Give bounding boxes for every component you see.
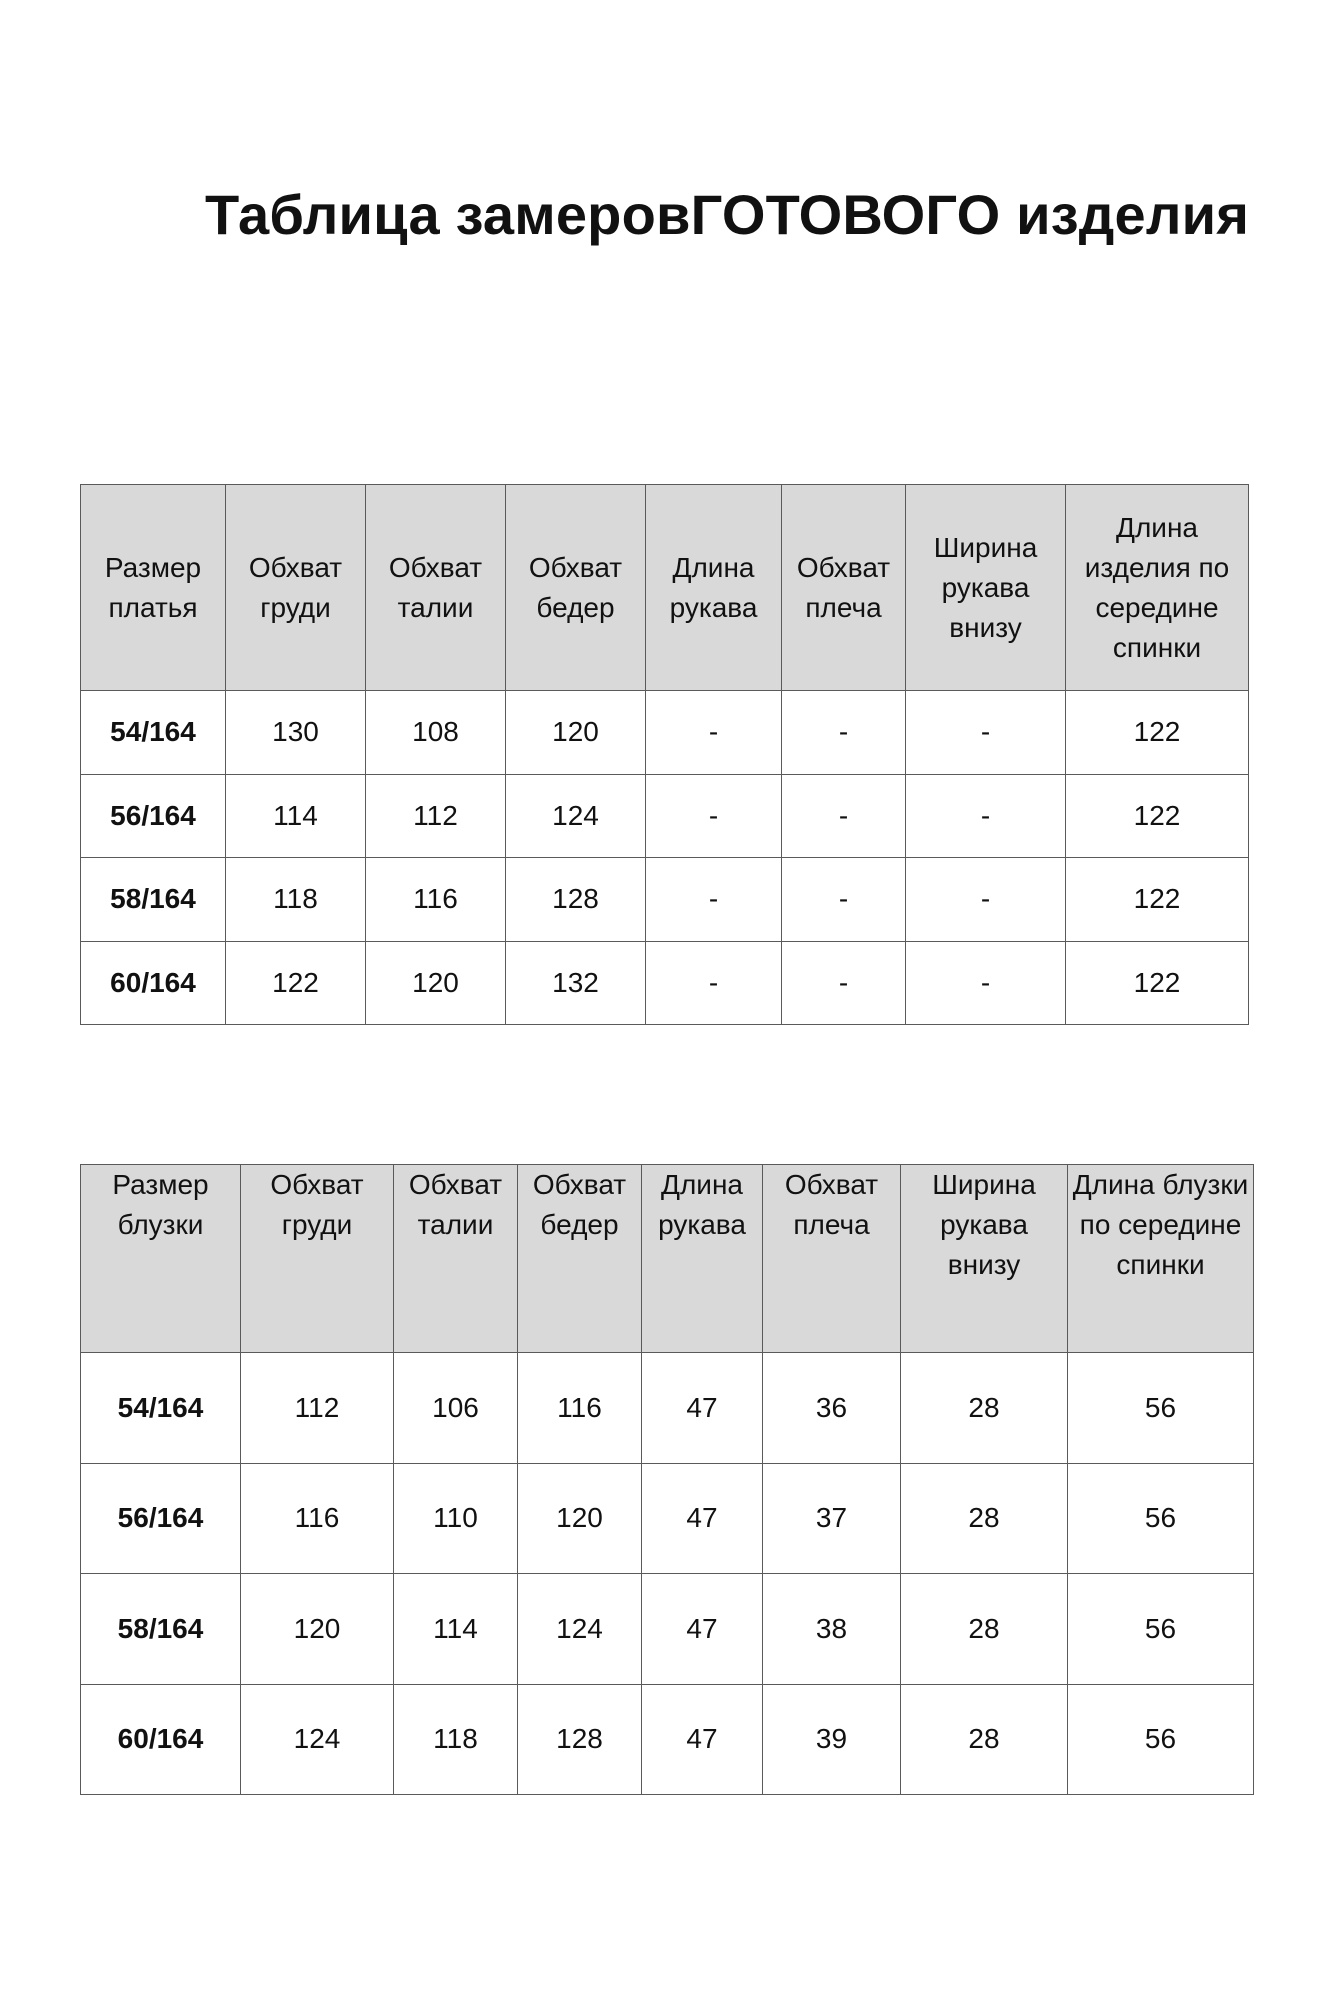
column-header: Обхват бедер (506, 485, 646, 691)
size-cell: 56/164 (81, 1463, 241, 1574)
table-cell: 28 (901, 1463, 1068, 1574)
size-cell: 56/164 (81, 774, 226, 858)
table-row (81, 941, 1249, 1025)
column-header: Ширина рукава внизу (906, 485, 1066, 691)
table-cell: 132 (506, 941, 646, 1025)
table-cell: 47 (642, 1353, 763, 1464)
column-header: Длина рукава (642, 1165, 763, 1353)
table-row (81, 774, 1249, 858)
table-cell: - (782, 691, 906, 775)
table-cell: 122 (1066, 858, 1249, 942)
table-cell: 116 (518, 1353, 642, 1464)
column-header: Ширина рукава внизу (901, 1165, 1068, 1353)
table-cell: - (906, 858, 1066, 942)
table-cell: 36 (763, 1353, 901, 1464)
table-row (81, 1353, 1254, 1464)
table-cell: 28 (901, 1684, 1068, 1795)
table-cell: - (646, 941, 782, 1025)
table-cell: - (782, 858, 906, 942)
table-cell: 120 (366, 941, 506, 1025)
table-row (81, 1463, 1254, 1574)
table-cell: 124 (506, 774, 646, 858)
table-cell: 130 (226, 691, 366, 775)
table-cell: - (646, 858, 782, 942)
table-row (81, 1684, 1254, 1795)
column-header: Длина рукава (646, 485, 782, 691)
table-cell: 122 (1066, 941, 1249, 1025)
column-header: Размер платья (81, 485, 226, 691)
table-cell: - (646, 774, 782, 858)
table-cell: 47 (642, 1463, 763, 1574)
table-row (81, 1574, 1254, 1685)
column-header: Обхват плеча (763, 1165, 901, 1353)
table-cell: 120 (518, 1463, 642, 1574)
page-title: Таблица замеровГОТОВОГО изделия (205, 183, 1250, 246)
table-row (81, 691, 1249, 775)
table-row (81, 858, 1249, 942)
table-cell: 122 (1066, 691, 1249, 775)
table-cell: 38 (763, 1574, 901, 1685)
table-cell: 128 (518, 1684, 642, 1795)
table-cell: - (646, 691, 782, 775)
size-cell: 54/164 (81, 1353, 241, 1464)
table-cell: 39 (763, 1684, 901, 1795)
table-cell: - (906, 691, 1066, 775)
table-cell: 112 (241, 1353, 394, 1464)
table-cell: 124 (518, 1574, 642, 1685)
column-header: Длина блузки по середине спинки (1068, 1165, 1254, 1353)
column-header: Обхват талии (366, 485, 506, 691)
size-cell: 60/164 (81, 941, 226, 1025)
table-cell: 47 (642, 1574, 763, 1685)
table-cell: 47 (642, 1684, 763, 1795)
table-cell: 110 (394, 1463, 518, 1574)
table-cell: 28 (901, 1574, 1068, 1685)
table-cell: 114 (394, 1574, 518, 1685)
blouse-size-table (80, 1164, 1254, 1795)
column-header: Обхват груди (226, 485, 366, 691)
table-cell: 56 (1068, 1684, 1254, 1795)
table-cell: 108 (366, 691, 506, 775)
table-cell: 122 (226, 941, 366, 1025)
table-cell: 122 (1066, 774, 1249, 858)
size-cell: 58/164 (81, 1574, 241, 1685)
table-cell: 120 (506, 691, 646, 775)
table-header-row (81, 1165, 1254, 1353)
table-cell: - (906, 774, 1066, 858)
table-cell: 128 (506, 858, 646, 942)
table-cell: 56 (1068, 1574, 1254, 1685)
table-header-row (81, 485, 1249, 691)
column-header: Длина изделия по середине спинки (1066, 485, 1249, 691)
size-cell: 60/164 (81, 1684, 241, 1795)
table-cell: 37 (763, 1463, 901, 1574)
table-cell: 124 (241, 1684, 394, 1795)
dress-size-table (80, 484, 1249, 1025)
table-cell: 118 (394, 1684, 518, 1795)
table-cell: 56 (1068, 1353, 1254, 1464)
table-cell: 106 (394, 1353, 518, 1464)
table-cell: 112 (366, 774, 506, 858)
column-header: Обхват талии (394, 1165, 518, 1353)
column-header: Обхват груди (241, 1165, 394, 1353)
table-cell: 114 (226, 774, 366, 858)
table-cell: 116 (366, 858, 506, 942)
column-header: Обхват плеча (782, 485, 906, 691)
table-cell: 116 (241, 1463, 394, 1574)
table-cell: - (906, 941, 1066, 1025)
table-cell: - (782, 774, 906, 858)
column-header: Обхват бедер (518, 1165, 642, 1353)
table-cell: - (782, 941, 906, 1025)
table-cell: 118 (226, 858, 366, 942)
column-header: Размер блузки (81, 1165, 241, 1353)
table-cell: 120 (241, 1574, 394, 1685)
size-cell: 54/164 (81, 691, 226, 775)
table-cell: 28 (901, 1353, 1068, 1464)
table-cell: 56 (1068, 1463, 1254, 1574)
size-cell: 58/164 (81, 858, 226, 942)
